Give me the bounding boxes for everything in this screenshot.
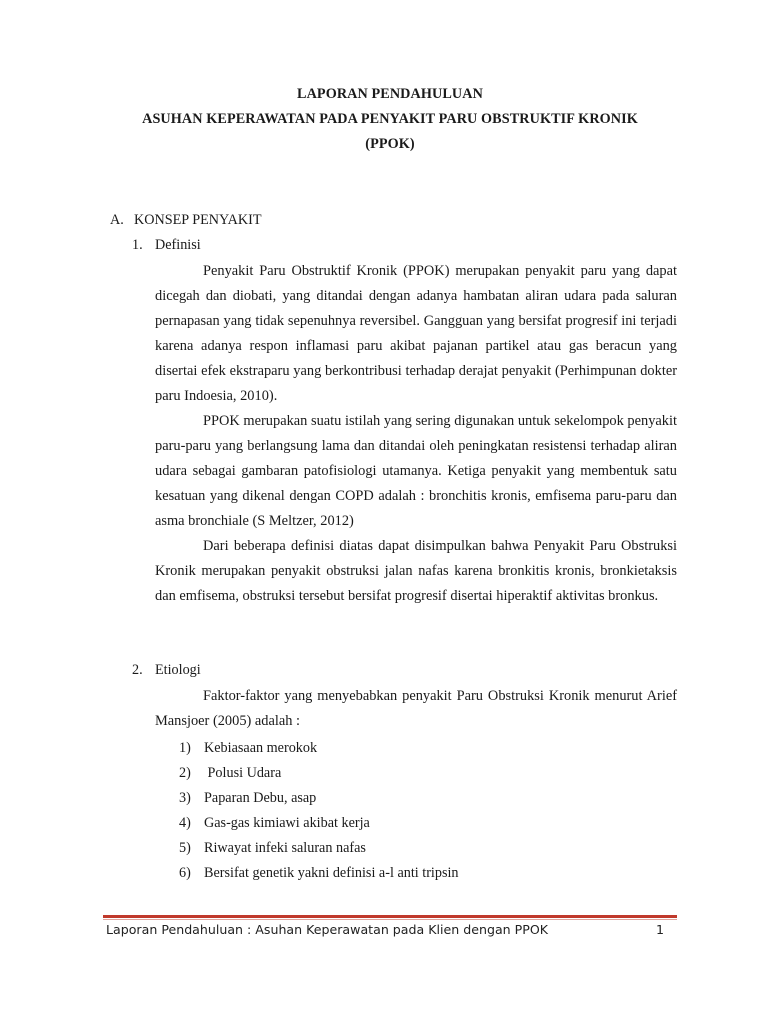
document-title: LAPORAN PENDAHULUAN [297,86,483,102]
list-text: Bersifat genetik yakni definisi a-l anti tripsin [204,865,459,881]
document-subtitle-abbrev: (PPOK) [365,136,415,152]
list-text: Kebiasaan merokok [204,740,318,756]
paragraph: PPOK merupakan suatu istilah yang sering digunakan untuk sekelompok penyakit paru-paru yang berlangsung lama dan ditandai oleh peningkatan resistensi terhadap aliran udara sebagai gambaran patofisiologi utamanya. Ketiga penyakit yang membentuk satu kesatuan yang dikenal dengan COPD adalah : bronchitis kronis, emfisema paru-paru dan asma bronchiale (S Meltzer, 2012) [155,413,677,529]
subsection-heading-etiologi: Etiologi [155,662,201,678]
list-number: 5) [179,840,191,856]
list-number: 2) [179,765,191,781]
list-text: Paparan Debu, asap [204,790,317,806]
list-text: Riwayat infeki saluran nafas [204,840,366,856]
subsection-heading-definisi: Definisi [155,237,201,253]
subsection-number: 1. [132,237,143,253]
list-text: Polusi Udara [204,765,282,781]
paragraph: Dari beberapa definisi diatas dapat disimpulkan bahwa Penyakit Paru Obstruksi Kronik merupakan penyakit obstruksi jalan nafas karena bronkitis kronis, bronkietaksis dan emfisema, obstruksi tersebut bersifat progresif disertai hiperaktif aktivitas bronkus. [155,538,677,604]
list-text: Gas-gas kimiawi akibat kerja [204,815,370,831]
footer-text: Laporan Pendahuluan : Asuhan Keperawatan pada Klien dengan PPOK [106,922,549,937]
section-marker: A. [110,212,124,228]
section-heading: KONSEP PENYAKIT [134,212,262,228]
list-number: 6) [179,865,191,881]
list-number: 4) [179,815,191,831]
document-subtitle: ASUHAN KEPERAWATAN PADA PENYAKIT PARU OBSTRUKTIF KRONIK [142,111,638,127]
page-number: 1 [656,922,665,937]
list-number: 1) [179,740,191,756]
subsection-number: 2. [132,662,143,678]
footer-divider-shadow [103,919,677,920]
paragraph: Faktor-faktor yang menyebabkan penyakit Paru Obstruksi Kronik menurut Arief Mansjoer (2005) adalah : [155,688,677,729]
list-number: 3) [179,790,191,806]
paragraph: Penyakit Paru Obstruktif Kronik (PPOK) merupakan penyakit paru yang dapat dicegah dan diobati, yang ditandai dengan adanya hambatan aliran udara pada saluran pernapasan yang tidak sepenuhnya reversibel. Gangguan yang bersifat progresif ini terjadi karena adanya respon inflamasi paru akibat pajanan partikel atau gas beracun yang disertai efek ekstraparu yang berkontribusi terhadap derajat penyakit (Perhimpunan dokter paru Indoesia, 2010). [155,263,677,404]
footer-divider [103,915,677,918]
